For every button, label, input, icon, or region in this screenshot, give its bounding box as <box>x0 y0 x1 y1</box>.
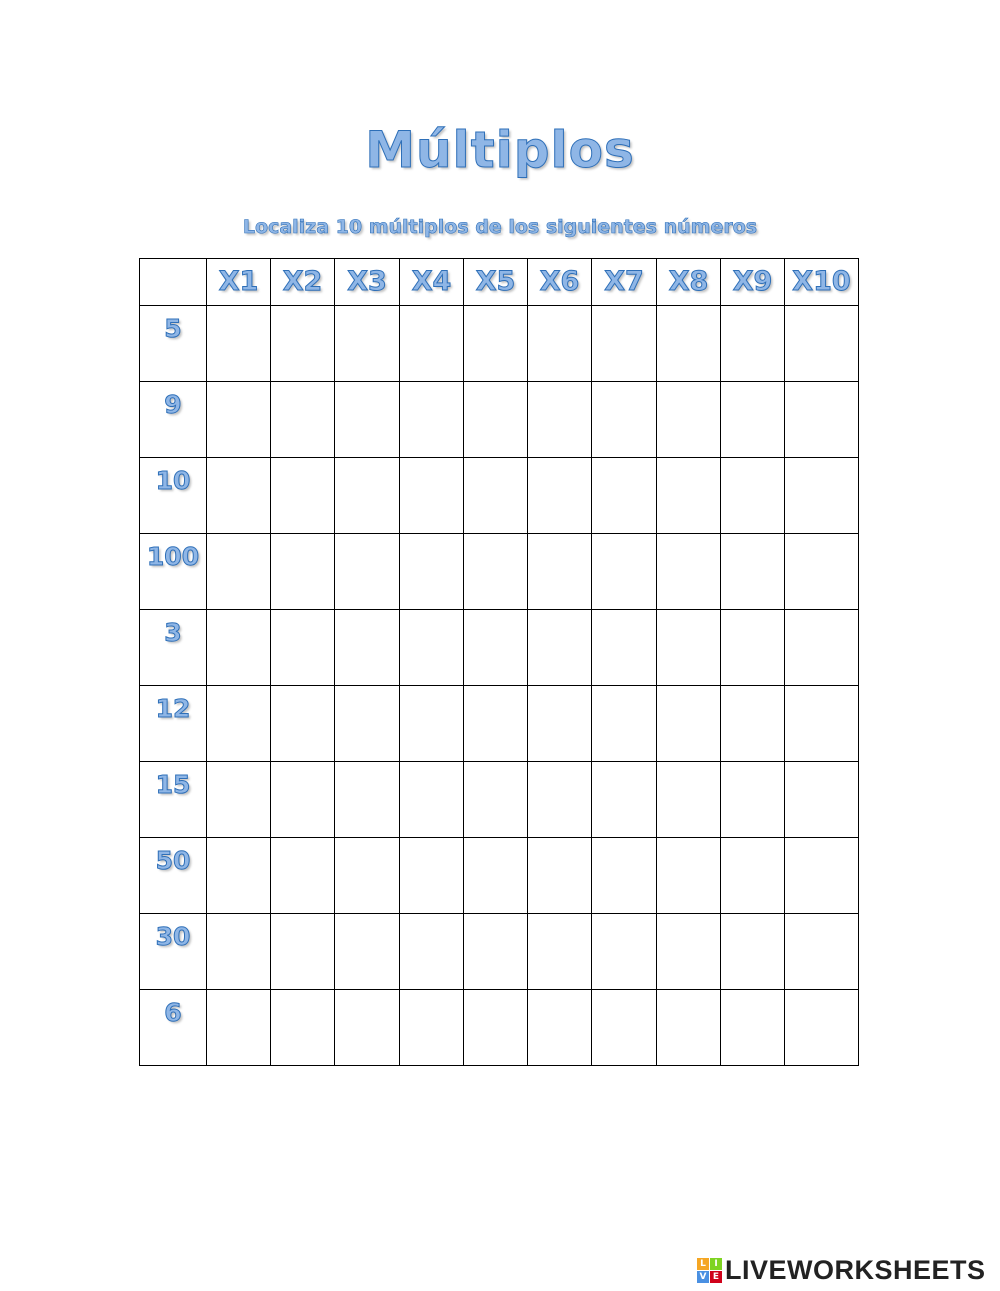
answer-cell[interactable] <box>528 382 592 458</box>
column-header: X3 <box>335 259 400 306</box>
answer-cell[interactable] <box>207 534 271 610</box>
header-row <box>140 259 859 306</box>
table-row <box>140 990 859 1066</box>
row-label: 100 <box>140 534 207 610</box>
answer-cell[interactable] <box>464 838 528 914</box>
row-label: 9 <box>140 382 207 458</box>
answer-cell[interactable] <box>721 610 785 686</box>
answer-cell[interactable] <box>785 534 859 610</box>
answer-cell[interactable] <box>207 990 271 1066</box>
answer-cell[interactable] <box>528 610 592 686</box>
answer-cell[interactable] <box>657 914 721 990</box>
answer-cell[interactable] <box>207 306 271 382</box>
answer-cell[interactable] <box>271 610 335 686</box>
answer-cell[interactable] <box>464 382 528 458</box>
answer-cell[interactable] <box>657 382 721 458</box>
table-row <box>140 914 859 990</box>
row-label: 30 <box>140 914 207 990</box>
table-row <box>140 534 859 610</box>
answer-cell[interactable] <box>785 838 859 914</box>
column-header: X7 <box>592 259 657 306</box>
answer-cell[interactable] <box>592 534 657 610</box>
column-header: X8 <box>657 259 721 306</box>
answer-cell[interactable] <box>528 914 592 990</box>
row-label: 50 <box>140 838 207 914</box>
page-subtitle: Localiza 10 múltiplos de los siguientes números <box>242 216 758 238</box>
logo-text: LIVEWORKSHEETS <box>725 1254 986 1285</box>
answer-cell[interactable] <box>207 382 271 458</box>
answer-cell[interactable] <box>464 306 528 382</box>
corner-cell <box>140 259 207 306</box>
answer-cell[interactable] <box>400 534 464 610</box>
logo-square: E <box>710 1271 722 1283</box>
column-header: X6 <box>528 259 592 306</box>
answer-cell[interactable] <box>657 762 721 838</box>
answer-cell[interactable] <box>721 838 785 914</box>
answer-cell[interactable] <box>721 306 785 382</box>
answer-cell[interactable] <box>464 458 528 534</box>
answer-cell[interactable] <box>464 990 528 1066</box>
answer-cell[interactable] <box>657 686 721 762</box>
answer-cell[interactable] <box>400 306 464 382</box>
answer-cell[interactable] <box>207 458 271 534</box>
answer-cell[interactable] <box>592 686 657 762</box>
row-label: 5 <box>140 306 207 382</box>
column-header: X4 <box>400 259 464 306</box>
logo-icon <box>697 1258 722 1283</box>
answer-cell[interactable] <box>592 838 657 914</box>
answer-cell[interactable] <box>400 762 464 838</box>
answer-cell[interactable] <box>400 686 464 762</box>
answer-cell[interactable] <box>657 838 721 914</box>
answer-cell[interactable] <box>592 914 657 990</box>
answer-cell[interactable] <box>528 534 592 610</box>
answer-cell[interactable] <box>207 838 271 914</box>
answer-cell[interactable] <box>400 838 464 914</box>
answer-cell[interactable] <box>335 534 400 610</box>
answer-cell[interactable] <box>271 306 335 382</box>
row-label: 12 <box>140 686 207 762</box>
answer-cell[interactable] <box>721 382 785 458</box>
answer-cell[interactable] <box>721 686 785 762</box>
answer-cell[interactable] <box>785 610 859 686</box>
answer-cell[interactable] <box>528 458 592 534</box>
logo-square: V <box>697 1271 709 1283</box>
table-row <box>140 610 859 686</box>
answer-cell[interactable] <box>657 990 721 1066</box>
answer-cell[interactable] <box>335 610 400 686</box>
answer-cell[interactable] <box>592 990 657 1066</box>
answer-cell[interactable] <box>721 534 785 610</box>
answer-cell[interactable] <box>335 990 400 1066</box>
answer-cell[interactable] <box>592 382 657 458</box>
answer-cell[interactable] <box>335 306 400 382</box>
answer-cell[interactable] <box>785 458 859 534</box>
answer-cell[interactable] <box>657 458 721 534</box>
answer-cell[interactable] <box>271 686 335 762</box>
answer-cell[interactable] <box>400 458 464 534</box>
row-label: 3 <box>140 610 207 686</box>
table-row <box>140 458 859 534</box>
answer-cell[interactable] <box>207 914 271 990</box>
multiples-table <box>139 258 859 1066</box>
answer-cell[interactable] <box>785 914 859 990</box>
answer-cell[interactable] <box>721 458 785 534</box>
answer-cell[interactable] <box>528 990 592 1066</box>
answer-cell[interactable] <box>271 762 335 838</box>
answer-cell[interactable] <box>464 534 528 610</box>
answer-cell[interactable] <box>271 458 335 534</box>
column-header: X2 <box>271 259 335 306</box>
answer-cell[interactable] <box>400 610 464 686</box>
answer-cell[interactable] <box>657 534 721 610</box>
answer-cell[interactable] <box>207 610 271 686</box>
answer-cell[interactable] <box>528 686 592 762</box>
answer-cell[interactable] <box>271 534 335 610</box>
column-header: X1 <box>207 259 271 306</box>
answer-cell[interactable] <box>528 762 592 838</box>
answer-cell[interactable] <box>657 306 721 382</box>
answer-cell[interactable] <box>207 686 271 762</box>
answer-cell[interactable] <box>335 838 400 914</box>
answer-cell[interactable] <box>464 762 528 838</box>
table-row <box>140 382 859 458</box>
table-row <box>140 686 859 762</box>
answer-cell[interactable] <box>528 306 592 382</box>
answer-cell[interactable] <box>592 610 657 686</box>
answer-cell[interactable] <box>464 610 528 686</box>
row-label: 15 <box>140 762 207 838</box>
table-row <box>140 762 859 838</box>
column-header: X5 <box>464 259 528 306</box>
answer-cell[interactable] <box>400 914 464 990</box>
answer-cell[interactable] <box>335 458 400 534</box>
answer-cell[interactable] <box>271 838 335 914</box>
answer-cell[interactable] <box>785 306 859 382</box>
answer-cell[interactable] <box>785 382 859 458</box>
answer-cell[interactable] <box>721 762 785 838</box>
logo-square: L <box>697 1258 709 1270</box>
answer-cell[interactable] <box>271 382 335 458</box>
answer-cell[interactable] <box>657 610 721 686</box>
answer-cell[interactable] <box>400 990 464 1066</box>
answer-cell[interactable] <box>464 914 528 990</box>
column-header: X10 <box>785 259 859 306</box>
answer-cell[interactable] <box>592 306 657 382</box>
answer-cell[interactable] <box>721 914 785 990</box>
column-header: X9 <box>721 259 785 306</box>
answer-cell[interactable] <box>721 990 785 1066</box>
answer-cell[interactable] <box>335 382 400 458</box>
liveworksheets-logo <box>697 1255 986 1285</box>
answer-cell[interactable] <box>785 762 859 838</box>
answer-cell[interactable] <box>785 686 859 762</box>
answer-cell[interactable] <box>400 382 464 458</box>
answer-cell[interactable] <box>592 458 657 534</box>
answer-cell[interactable] <box>785 990 859 1066</box>
logo-square: I <box>710 1258 722 1270</box>
answer-cell[interactable] <box>335 762 400 838</box>
answer-cell[interactable] <box>271 914 335 990</box>
answer-cell[interactable] <box>464 686 528 762</box>
row-label: 10 <box>140 458 207 534</box>
table-row <box>140 306 859 382</box>
answer-cell[interactable] <box>271 990 335 1066</box>
answer-cell[interactable] <box>335 914 400 990</box>
answer-cell[interactable] <box>592 762 657 838</box>
answer-cell[interactable] <box>207 762 271 838</box>
row-label: 6 <box>140 990 207 1066</box>
table-row <box>140 838 859 914</box>
answer-cell[interactable] <box>528 838 592 914</box>
answer-cell[interactable] <box>335 686 400 762</box>
page-title: Múltiplos <box>365 121 635 179</box>
